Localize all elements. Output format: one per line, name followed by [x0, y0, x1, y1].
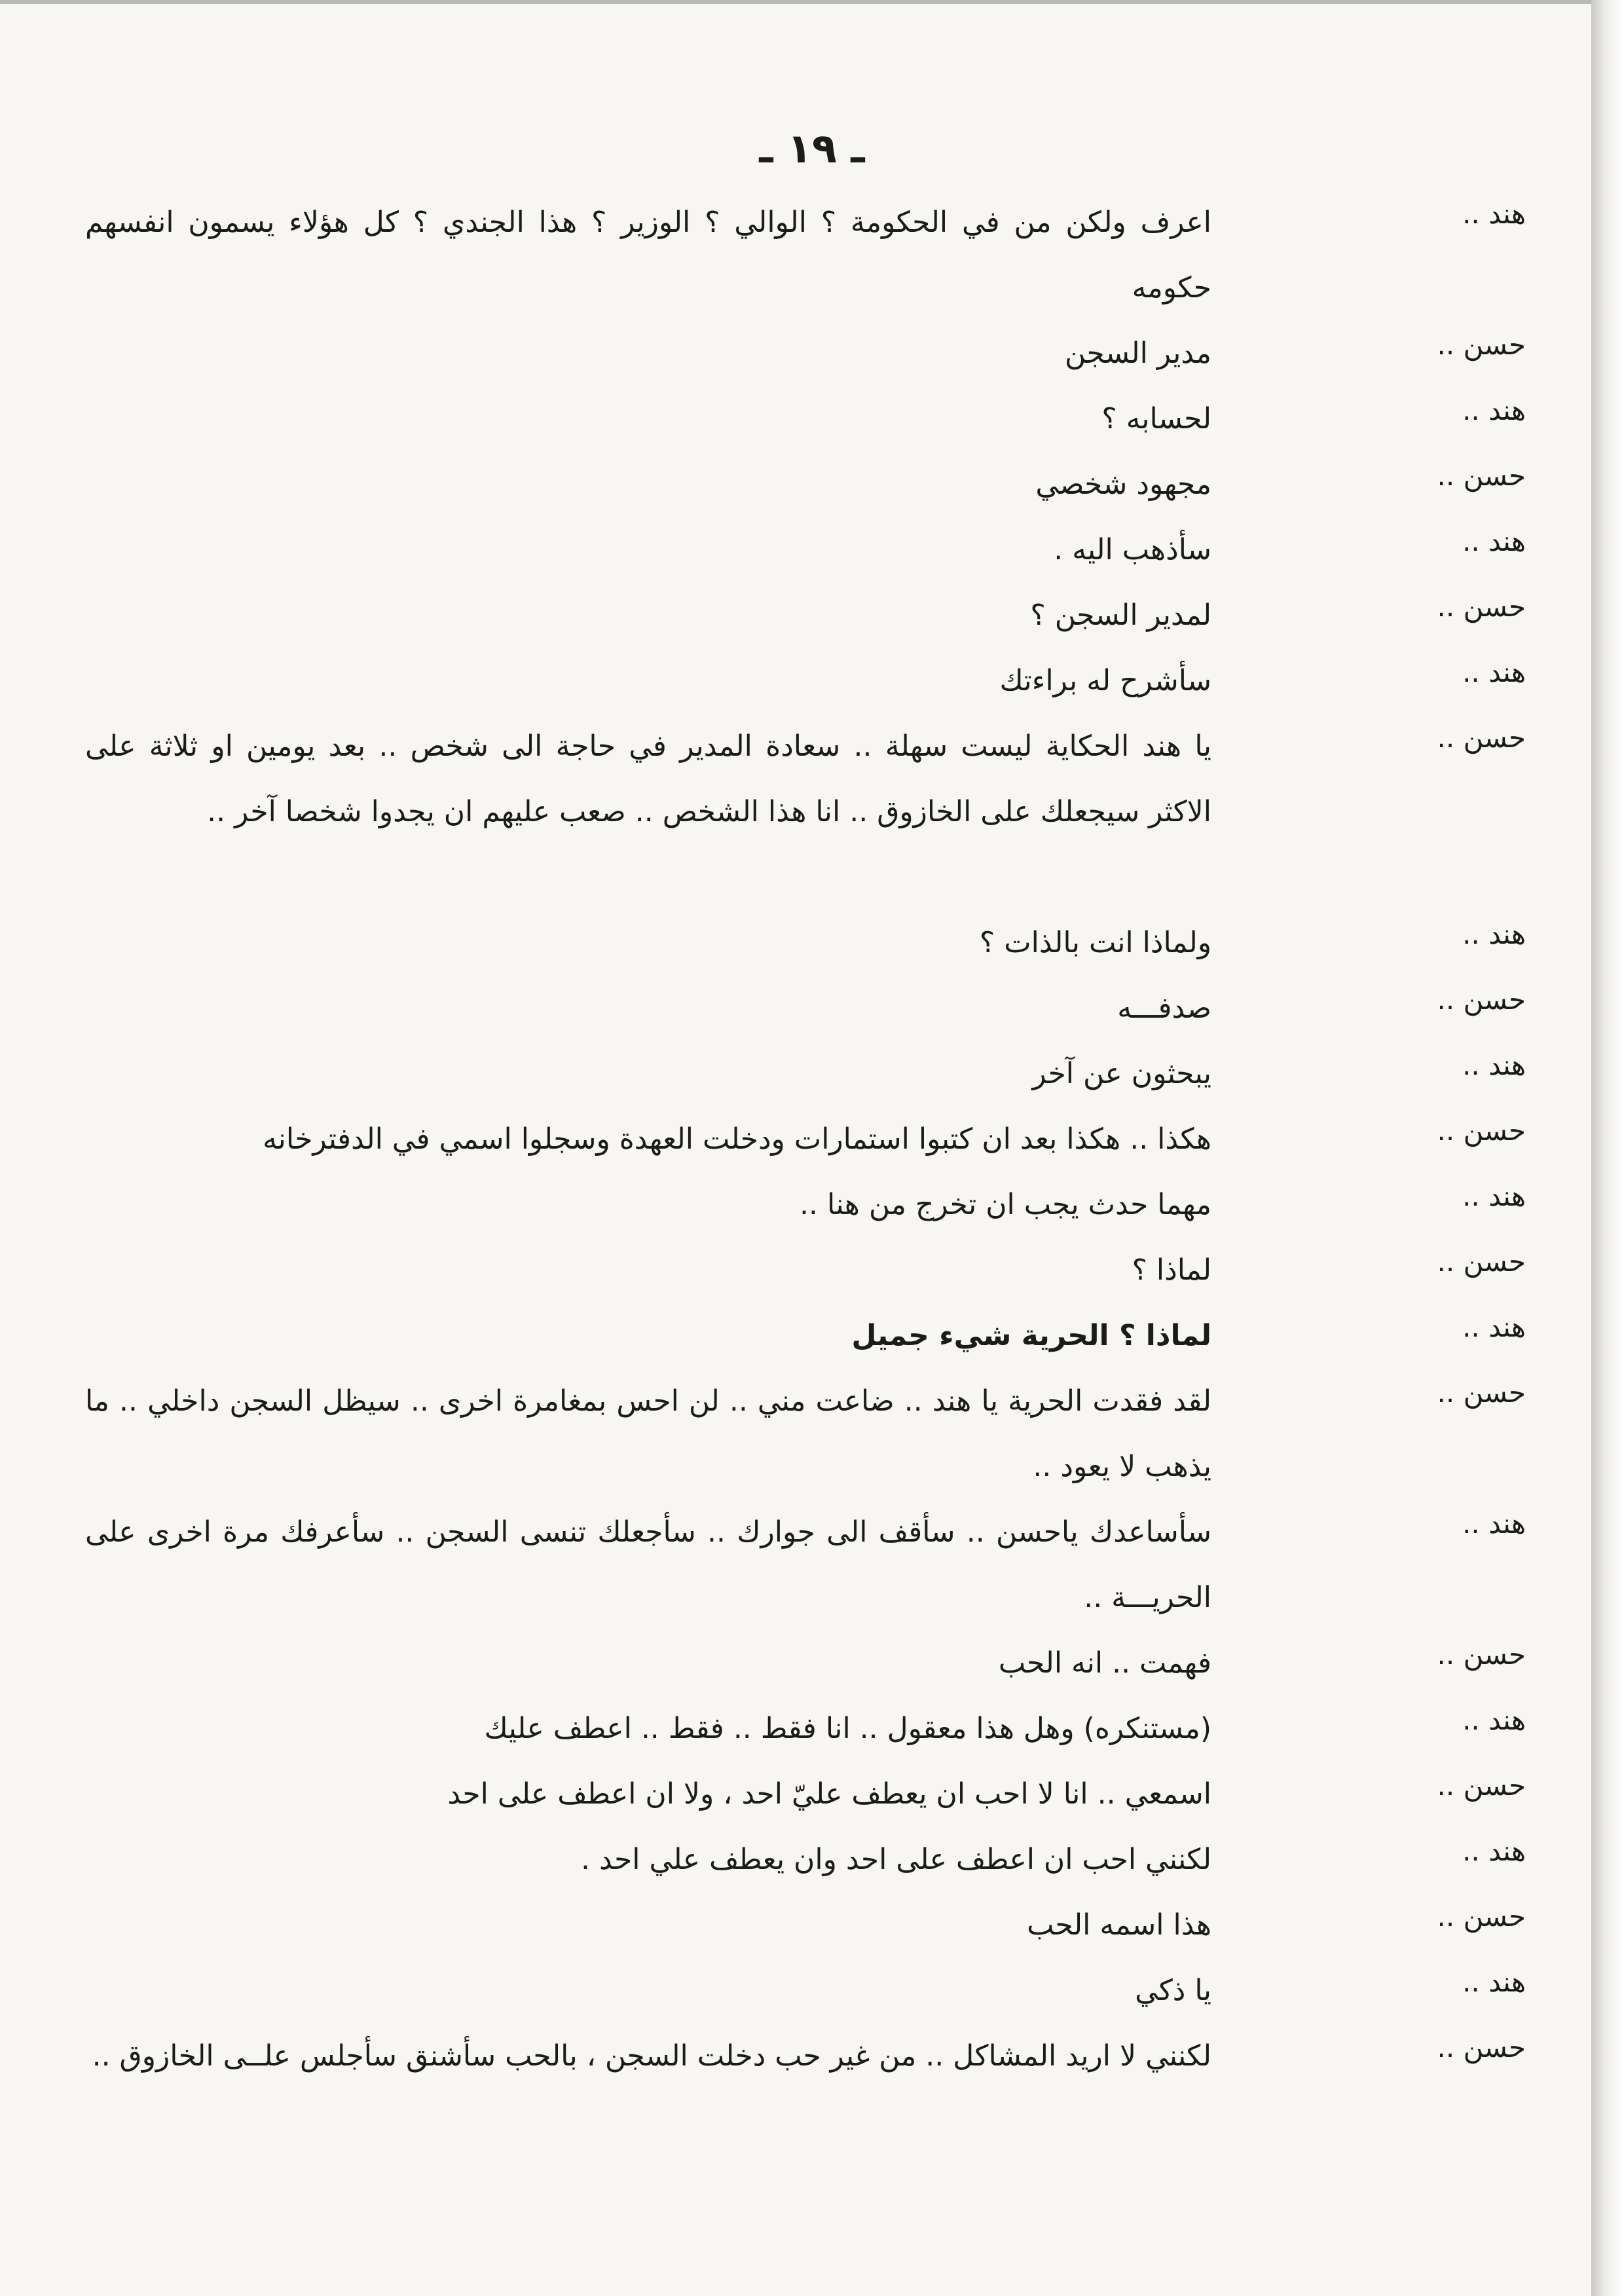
speech-text: لحسابه ؟	[1101, 402, 1211, 435]
speech-text: اسمعي .. انا لا احب ان يعطف عليّ احد ، ولا ان اعطف على احد	[447, 1777, 1211, 1811]
speaker-name: حسن ..	[1437, 984, 1526, 1016]
speech-text: لماذا ؟ الحرية شيء جميل	[851, 1319, 1211, 1352]
speaker-name: هند ..	[1462, 525, 1526, 557]
speaker-name: هند ..	[1462, 1966, 1526, 1998]
speech-text: سأشرح له براءتك	[999, 664, 1211, 697]
speech-text: سأساعدك ياحسن .. سأقف الى جوارك .. سأجعلك تنسى السجن .. سأعرفك مرة اخرى على الحريـــة ..	[85, 1515, 1211, 1614]
dialogue-line	[0, 714, 1591, 828]
speaker-name: حسن ..	[1437, 722, 1526, 754]
dialogue-line	[0, 1303, 1591, 1375]
scan-page-edge	[1591, 0, 1624, 2296]
dialogue-line	[0, 1500, 1591, 1614]
speaker-name: حسن ..	[1437, 591, 1526, 623]
speaker-name: هند ..	[1462, 1049, 1526, 1081]
speech-text: لماذا ؟	[1132, 1253, 1211, 1287]
speech-text: يا هند الحكاية ليست سهلة .. سعادة المدير في حاجة الى شخص .. بعد يومين او ثلاثة على الاكثر سيجعلك على الخازوق .. انا هذا الشخص .. صعب عليهم ان يجدوا شخصا آخر ..	[85, 730, 1211, 828]
dialogue-line	[0, 386, 1591, 458]
dialogue-line	[0, 1762, 1591, 1834]
dialogue-line	[0, 321, 1591, 393]
dialogue-line	[0, 1041, 1591, 1113]
dialogue-line	[0, 910, 1591, 982]
speech-text: هكذا .. هكذا بعد ان كتبوا استمارات ودخلت العهدة وسجلوا اسمي في الدفترخانه	[263, 1122, 1211, 1156]
speaker-name: هند ..	[1462, 394, 1526, 426]
page-number: ـ ١٩ ـ	[759, 124, 865, 172]
speaker-name: هند ..	[1462, 1704, 1526, 1736]
dialogue-line	[0, 452, 1591, 524]
speaker-name: حسن ..	[1437, 1115, 1526, 1147]
speech-text: (مستنكره) وهل هذا معقول .. انا فقط .. فقط .. اعطف عليك	[484, 1712, 1211, 1745]
speaker-name: حسن ..	[1437, 1377, 1526, 1409]
dialogue-line	[0, 190, 1591, 305]
speaker-name: حسن ..	[1437, 1769, 1526, 1802]
speaker-name: هند ..	[1462, 1835, 1526, 1867]
dialogue-line	[0, 517, 1591, 589]
speaker-name: هند ..	[1462, 1180, 1526, 1212]
speech-text: لكنني احب ان اعطف على احد وان يعطف علي احد .	[581, 1843, 1211, 1876]
dialogue-line	[0, 1827, 1591, 1899]
speaker-name: هند ..	[1462, 1311, 1526, 1343]
dialogue-line	[0, 976, 1591, 1048]
dialogue-line	[0, 648, 1591, 720]
speaker-name: هند ..	[1462, 918, 1526, 950]
speech-text: يا ذكي	[1135, 1974, 1211, 2007]
dialogue-line	[0, 1369, 1591, 1483]
dialogue-line	[0, 1631, 1591, 1703]
speech-text: لكنني لا اريد المشاكل .. من غير حب دخلت السجن ، بالحب سأشنق سأجلس علــى الخازوق ..	[92, 2039, 1211, 2073]
speaker-name: حسن ..	[1437, 329, 1526, 361]
speaker-name: حسن ..	[1437, 2031, 1526, 2064]
speech-text: فهمت .. انه الحب	[998, 1646, 1211, 1680]
speech-text: لمدير السجن ؟	[1030, 599, 1211, 632]
speaker-name: هند ..	[1462, 656, 1526, 688]
speech-text: هذا اسمه الحب	[1027, 1908, 1211, 1942]
speech-text: لقد فقدت الحرية يا هند .. ضاعت مني .. لن احس بمغامرة اخرى .. سيظل السجن داخلي .. ما يذهب لا يعود ..	[85, 1384, 1211, 1483]
dialogue-line	[0, 2024, 1591, 2096]
speech-text: مهما حدث يجب ان تخرج من هنا ..	[800, 1188, 1211, 1221]
dialogue-line	[0, 1696, 1591, 1768]
speech-text: صدفـــه	[1117, 991, 1211, 1025]
speaker-name: حسن ..	[1437, 1639, 1526, 1671]
dialogue-line	[0, 1238, 1591, 1310]
speech-text: سأذهب اليه .	[1054, 533, 1211, 566]
speaker-name: حسن ..	[1437, 1246, 1526, 1278]
dialogue-line	[0, 1958, 1591, 2030]
dialogue-line	[0, 1172, 1591, 1244]
dialogue-line	[0, 583, 1591, 655]
speaker-name: حسن ..	[1437, 460, 1526, 492]
speech-text: مجهود شخصي	[1035, 468, 1211, 501]
speech-text: ولماذا انت بالذات ؟	[979, 926, 1211, 959]
speech-text: يبحثون عن آخر	[1032, 1057, 1211, 1090]
dialogue-line	[0, 1107, 1591, 1179]
speaker-name: هند ..	[1462, 1508, 1526, 1540]
speaker-name: حسن ..	[1437, 1900, 1526, 1933]
speech-text: مدير السجن	[1065, 337, 1211, 370]
speech-text: اعرف ولكن من في الحكومة ؟ الوالي ؟ الوزير ؟ هذا الجندي ؟ كل هؤلاء يسمون انفسهم حكومه	[85, 206, 1211, 305]
dialogue-line	[0, 1893, 1591, 1965]
speaker-name: هند ..	[1462, 198, 1526, 230]
